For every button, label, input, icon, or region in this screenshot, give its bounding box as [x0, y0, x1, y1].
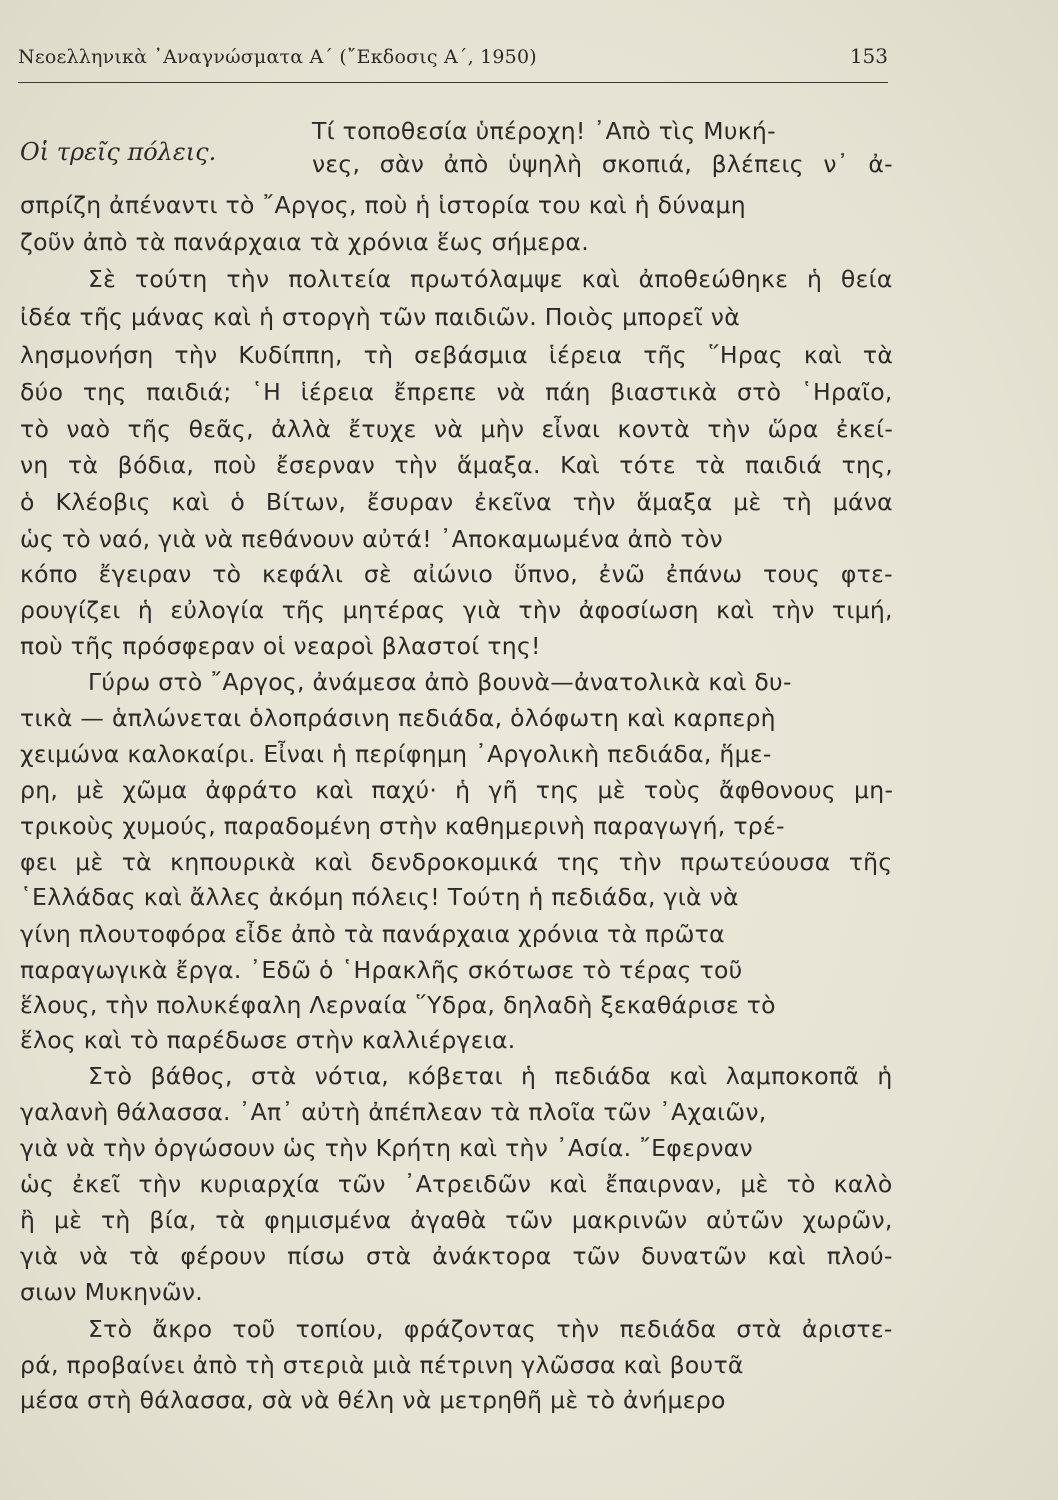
text-line: ἢ μὲ τὴ βία, τὰ φημισμένα ἀγαθὰ τῶν μακρινῶν αὐτῶν χωρῶν,	[20, 1206, 893, 1234]
text-line: ποὺ τῆς πρόσφεραν οἱ νεαροὶ βλαστοί της!	[20, 632, 541, 660]
text-line: παραγωγικὰ ἔργα. ᾿Εδῶ ὁ ῾Ηρακλῆς σκότωσε τὸ τέρας τοῦ	[20, 956, 743, 984]
text-line: ἕλους, τὴν πολυκέφαλη Λερναία ῞Υδρα, δηλαδὴ ξεκαθάρισε τὸ	[20, 991, 776, 1019]
text-line: τρικοὺς χυμούς, παραδομένη στὴν καθημερινὴ παραγωγή, τρέ-	[20, 812, 785, 840]
text-line: δύο της παιδιά; ῾Η ἱέρεια ἔπρεπε νὰ πάη βιαστικὰ στὸ ῾Ηραῖο,	[20, 378, 893, 406]
text-line: γαλανὴ θάλασσα. ᾿Απ᾿ αὐτὴ ἀπέπλεαν τὰ πλοῖα τῶν ᾿Αχαιῶν,	[20, 1098, 767, 1126]
text-line: Στὸ ἄκρο τοῦ τοπίου, φράζοντας τὴν πεδιάδα στὰ ἀριστε-	[88, 1315, 893, 1343]
text-line: νη τὰ βόδια, ποὺ ἔσερναν τὴν ἅμαξα. Καὶ τότε τὰ παιδιά της,	[20, 451, 894, 479]
text-line: τὸ ναὸ τῆς θεᾶς, ἀλλὰ ἔτυχε νὰ μὴν εἶναι κοντὰ τὴν ὥρα ἐκεί-	[20, 415, 894, 443]
text-line: ρά, προβαίνει ἀπὸ τὴ στεριὰ μιὰ πέτρινη γλῶσσα καὶ βουτᾶ	[20, 1351, 744, 1379]
text-line: ὡς τὸ ναό, γιὰ νὰ πεθάνουν αὐτά! ᾿Αποκαμωμένα ἀπὸ τὸν	[20, 525, 723, 553]
text-line: φει μὲ τὰ κηπουρικὰ καὶ δενδροκομικά της τὴν πρωτεύουσα τῆς	[20, 848, 893, 876]
text-line: ζοῦν ἀπὸ τὰ πανάρχαια τὰ χρόνια ἕως σήμερα.	[20, 228, 589, 256]
text-line: ἕλος καὶ τὸ παρέδωσε στὴν καλλιέργεια.	[20, 1026, 516, 1054]
text-line: Γύρω στὸ ῎Αργος, ἀνάμεσα ἀπὸ βουνὰ—ἀνατολικὰ καὶ δυ-	[88, 668, 792, 696]
text-line: λησμονήση τὴν Κυδίππη, τὴ σεβάσμια ἱέρεια τῆς ῞Ηρας καὶ τὰ	[20, 341, 894, 369]
text-line: μέσα στὴ θάλασσα, σὰ νὰ θέλη νὰ μετρηθῆ μὲ τὸ ἀνήμερο	[20, 1386, 726, 1414]
text-line: Τί τοποθεσία ὑπέροχη! ᾿Απὸ τὶς Μυκή-	[312, 117, 776, 145]
page-number: 153	[849, 44, 888, 68]
text-line: ρη, μὲ χῶμα ἀφράτο καὶ παχύ· ἡ γῆ της μὲ τοὺς ἄφθονους μη-	[20, 776, 894, 804]
header-rule	[18, 82, 888, 83]
text-line: ὡς ἐκεῖ τὴν κυριαρχία τῶν ᾿Ατρειδῶν καὶ ἔπαιρναν, μὲ τὸ καλὸ	[20, 1170, 893, 1198]
text-line: νες, σὰν ἀπὸ ὑψηλὴ σκοπιά, βλέπεις ν᾿ ἀ-	[312, 150, 893, 178]
text-line: σιων Μυκηνῶν.	[20, 1278, 204, 1306]
text-line: γιὰ νὰ τὰ φέρουν πίσω στὰ ἀνάκτορα τῶν δυνατῶν καὶ πλού-	[20, 1242, 893, 1270]
text-line: χειμώνα καλοκαίρι. Εἶναι ἡ περίφημη ᾿Αργολικὴ πεδιάδα, ἥμε-	[20, 740, 772, 768]
text-line: τικὰ — ἁπλώνεται ὁλοπράσινη πεδιάδα, ὁλόφωτη καὶ καρπερὴ	[20, 704, 776, 732]
text-line: ρουγίζει ἡ εὐλογία τῆς μητέρας γιὰ τὴν ἀφοσίωση καὶ τὴν τιμή,	[20, 596, 893, 624]
margin-heading: Οἱ τρεῖς πόλεις.	[20, 138, 217, 166]
running-title: Νεοελληνικὰ ᾿Αναγνώσματα Α΄ (῎Εκδοσις Α΄, 1950)	[18, 46, 537, 68]
text-line: σπρίζη ἀπέναντι τὸ ῎Αργος, ποὺ ἡ ἱστορία του καὶ ἡ δύναμη	[20, 191, 746, 219]
text-line: γίνη πλουτοφόρα εἶδε ἀπὸ τὰ πανάρχαια χρόνια τὰ πρῶτα	[20, 920, 725, 948]
page-header	[18, 44, 888, 80]
text-line: ῾Ελλάδας καὶ ἄλλες ἀκόμη πόλεις! Τούτη ἡ πεδιάδα, γιὰ νὰ	[20, 883, 739, 911]
text-line: γιὰ νὰ τὴν ὀργώσουν ὡς τὴν Κρήτη καὶ τὴν ᾿Ασία. ῎Εφερναν	[20, 1134, 753, 1162]
text-line: ἰδέα τῆς μάνας καὶ ἡ στοργὴ τῶν παιδιῶν. Ποιὸς μπορεῖ νὰ	[20, 303, 741, 331]
text-line: κόπο ἔγειραν τὸ κεφάλι σὲ αἰώνιο ὕπνο, ἐνῶ ἐπάνω τους φτε-	[20, 560, 893, 588]
text-line: Σὲ τούτη τὴν πολιτεία πρωτόλαμψε καὶ ἀποθεώθηκε ἡ θεία	[88, 265, 893, 293]
text-line: Στὸ βάθος, στὰ νότια, κόβεται ἡ πεδιάδα καὶ λαμποκοπᾶ ἡ	[88, 1062, 893, 1090]
text-line: ὁ Κλέοβις καὶ ὁ Βίτων, ἔσυραν ἐκεῖνα τὴν ἅμαξα μὲ τὴ μάνα	[20, 488, 893, 516]
